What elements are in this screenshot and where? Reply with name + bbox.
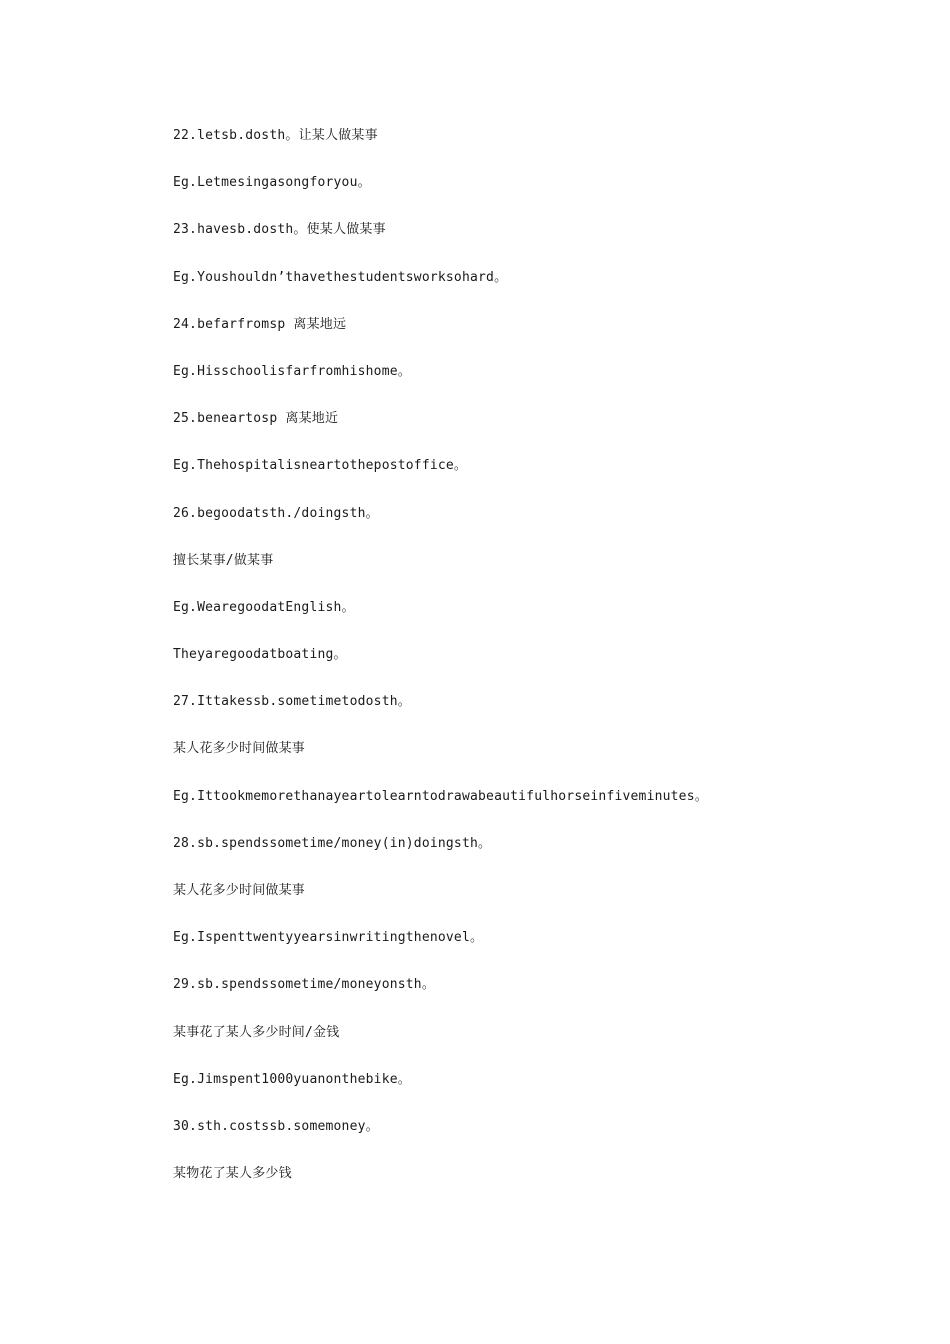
item-26-example: Eg.WearegoodatEnglish。 (173, 599, 355, 615)
item-28-example: Eg.Ispenttwentyyearsinwritingthenovel。 (173, 930, 484, 946)
item-28-heading: 28.sb.spendssometime/money(in)doingsth。 (173, 835, 492, 851)
item-27-heading: 27.Ittakessb.sometimetodosth。 (173, 694, 411, 710)
item-29-heading: 29.sb.spendssometime/moneyonsth。 (173, 977, 436, 993)
item-28-meaning: 某人花多少时间做某事 (173, 883, 306, 898)
item-30-meaning: 某物花了某人多少钱 (173, 1166, 292, 1182)
item-29-example: Eg.Jimspent1000yuanonthebike。 (173, 1071, 411, 1087)
item-26-example-2: Theyaregoodatboating。 (173, 647, 347, 663)
item-26-heading: 26.begoodatsth./doingsth。 (173, 505, 379, 521)
item-24-heading: 24.befarfromsp 离某地远 (173, 316, 347, 332)
item-30-heading: 30.sth.costssb.somemoney。 (173, 1118, 379, 1134)
item-23-heading: 23.havesb.dosth。使某人做某事 (173, 222, 386, 238)
item-27-example: Eg.Ittookmemorethanayeartolearntodrawabeautifulhorseinfiveminutes。 (173, 788, 708, 804)
item-22-heading: 22.letsb.dosth。让某人做某事 (173, 128, 378, 143)
item-26-meaning: 擅长某事/做某事 (173, 552, 274, 568)
item-23-example: Eg.Youshouldn’thavethestudentsworksohard。 (173, 269, 508, 285)
item-25-example: Eg.Thehospitalisneartothepostoffice。 (173, 458, 468, 474)
item-25-heading: 25.beneartosp 离某地近 (173, 411, 339, 427)
document-body (173, 126, 873, 1211)
item-24-example: Eg.Hisschoolisfarfromhishome。 (173, 363, 411, 379)
item-29-meaning: 某事花了某人多少时间/金钱 (173, 1024, 340, 1040)
item-22-example: Eg.Letmesingasongforyou。 (173, 175, 371, 191)
item-27-meaning: 某人花多少时间做某事 (173, 741, 306, 757)
